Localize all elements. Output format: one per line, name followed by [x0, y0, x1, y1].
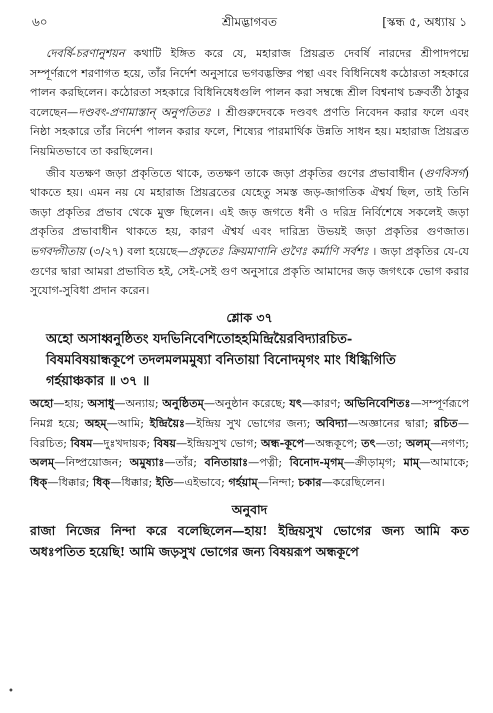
synonym-word: যৎ	[289, 396, 302, 411]
synonym-meaning: দুঃখদায়ক	[103, 436, 147, 450]
synonym-meaning: নগণ্য	[441, 436, 466, 450]
translation-heading: অনুবাদ	[231, 502, 268, 518]
synonym-word: ধিক্	[30, 474, 48, 489]
italic-quote: দণ্ডবৎ-প্রণামাস্তান্ অনুপতিতঃ	[78, 105, 211, 119]
synonym-meaning: পত্নী	[259, 456, 279, 470]
synonym-word: ইন্দ্রিয়ৈঃ	[149, 415, 186, 430]
synonym-word: বিষম	[70, 435, 93, 450]
purport-paragraph-2	[30, 164, 469, 301]
synonym-meaning: ক্রীড়ামৃগ	[354, 456, 393, 470]
synonym-word: অহো	[30, 396, 54, 411]
synonym-meaning: ধিক্কার	[121, 475, 149, 489]
synonym-meaning: তাঁর	[175, 456, 194, 470]
margin-dot: •	[8, 686, 14, 697]
synonym-meaning: ইন্দ্রিয়সুখ ভোগ	[187, 436, 254, 450]
synonym-meaning: নিষ্প্রয়োজন	[65, 456, 119, 470]
paragraph-text: (৩/২৭) বলা হয়েছে—	[85, 244, 189, 258]
synonym-word: অনুষ্ঠিতম্	[162, 396, 204, 411]
synonym-word: অলম্	[30, 455, 55, 470]
synonym-word: অহম্	[84, 415, 107, 430]
synonym-meaning: এইভাবে	[184, 475, 222, 489]
italic-term: গুণবিসর্গ	[423, 166, 465, 180]
synonym-word: অসাধু	[87, 396, 115, 411]
synonym-word: ধিক্	[92, 474, 111, 489]
paragraph-text: ) থাকতে হয়। এমন নয় যে মহারাজ প্রিয়ব্রতের যেহেতু সমস্ত জড়-জাগতিক ঐশ্বর্য ছিল, তাই তিনি জড়া প্রকৃতির প্রভাব থেকে মুক্ত ছিলেন। এই জড় জগতে ধনী ও দরিদ্র নির্বিশেষে সকলেই জড়া প্রকৃতির প্রভাবাধীন থাকতে হয়, কারণ ঐশ্বর্য এবং দারিদ্র্য উভয়ই জড়া প্রকৃতির গুণজাত।	[30, 166, 469, 239]
purport-paragraph-1	[30, 44, 469, 162]
verse-text	[30, 329, 469, 392]
synonym-word: রচিত	[434, 415, 458, 430]
italic-quote: প্রকৃতেঃ ক্রিয়মাণানি গুণৈঃ কর্মাণি সর্বশঃ	[188, 244, 369, 258]
italic-book-name: ভগবদ্গীতায়	[30, 244, 86, 258]
synonym-word: বিনোদ-মৃগম্	[289, 455, 344, 470]
synonym-word: অবিদ্যা	[316, 415, 348, 430]
synonym-meaning: সম্পূর্ণরূপে নিমগ্ন হয়ে	[30, 397, 470, 430]
synonym-word: বিষয়	[153, 435, 176, 450]
verse-line: গর্হয়াঞ্চকার ॥ ৩৭ ॥	[46, 374, 150, 390]
translation-text: রাজা নিজের নিন্দা করে বলেছিলেন—হায়! ইন্দ্রিয়সুখ ভোগের জন্য আমি কত অধঃপতিত হয়েছি! আমি জড়সুখ ভোগের জন্য বিষয়রূপ অন্ধকূপে	[30, 522, 469, 559]
synonym-meaning: কারণ	[313, 397, 338, 411]
page-header	[32, 14, 467, 34]
synonym-word: অমুষ্যাঃ	[129, 455, 165, 470]
synonym-word: মাম্	[403, 455, 420, 470]
paragraph-text: জীব যতক্ষণ জড়া প্রকৃতিতে থাকে, ততক্ষণ তাকে জড়া প্রকৃতির গুণের প্রভাবাধীন (	[46, 166, 424, 180]
synonym-word: অভিনিবেশিতঃ	[344, 396, 411, 411]
synonym-meaning: নিন্দা	[268, 475, 292, 489]
page-body	[30, 44, 469, 562]
synonym-word: ইতি	[155, 474, 174, 489]
synonym-word: অন্ধ-কূপে	[261, 435, 305, 450]
section-marker: [স্কন্ধ ৫, অধ্যায় ১	[382, 15, 467, 29]
synonym-meaning: করেছিলেন	[332, 475, 381, 489]
synonym-meaning: তা	[386, 436, 399, 450]
synonym-meaning: বিরচিত	[30, 436, 64, 450]
verse-line: বিষমবিষয়ান্ধকূপে তদলমলমমুষ্যা বনিতায়া বিনোদমৃগং মাং ধিগ্ধিগিতি	[46, 353, 396, 369]
synonym-meaning: ধিক্কার	[58, 475, 86, 489]
synonym-word: গর্হয়াম্	[228, 474, 258, 489]
synonym-meaning: অনুষ্ঠান করেছে	[215, 397, 282, 411]
synonym-word: তৎ	[361, 435, 376, 450]
paragraph-text: কথাটি ইঙ্গিত করে যে, মহারাজ প্রিয়ব্রত দেবর্ষি নারদের শ্রীপাদপদ্মে সম্পূর্ণরূপে শরণাগত হয়ে, তাঁর নির্দেশ অনুসারে ভগবদ্ভক্তির পন্থা এবং বিধিনিষেধ কঠোরতা সহকারে পালন করছিলেন। কঠোরতা সহকারে বিধিনিষেধগুলি পালন করা সম্বন্ধে শ্রীল বিশ্বনাথ চক্রবর্তী ঠাকুর বলেছেন—	[30, 47, 469, 119]
synonym-meaning: অন্ধকূপে	[315, 436, 354, 450]
synonym-meaning: অজ্ঞানের দ্বারা	[358, 416, 425, 430]
synonym-word: চকার	[298, 474, 322, 489]
book-title: শ্রীমদ্ভাগবত	[221, 15, 277, 29]
paragraph-text: । শ্রীগুরুদেবকে দণ্ডবৎ প্রণতি নিবেদন করার ফলে এবং নিষ্ঠা সহকারে তাঁর নির্দেশ পালন করার ফলে, শিষ্যের পারমার্থিক উন্নতি সাধন হয়। মহারাজ প্রিয়ব্রত নিয়মিতভাবে তা করছিলেন।	[30, 105, 469, 158]
synonym-word: অলম্	[405, 435, 431, 450]
verse-line: অহো অসাধ্বনুষ্ঠিতং যদভিনিবেশিতোহহমিন্দ্রিয়ৈরবিদ্যারচিত-	[46, 332, 353, 348]
synonym-meaning: আমাকে	[430, 456, 466, 470]
verse-heading: শ্লোক ৩৭	[226, 309, 273, 325]
page-number: ৬০	[32, 15, 48, 29]
synonym-meaning: অন্যায়	[125, 397, 155, 411]
synonym-meaning: হায়	[64, 397, 81, 411]
synonym-meaning: আমি	[117, 416, 141, 430]
paragraph-text: । জড়া প্রকৃতির যে-যে গুণের দ্বারা আমরা প্রভাবিত হই, সেই-সেই গুণ অনুসারে প্রকৃতি আমাদের জড় জগৎকে ভোগ করার সুযোগ-সুবিধা প্রদান করেন।	[30, 244, 470, 298]
synonym-meaning: ইন্দ্রিয় সুখ ভোগের জন্য	[196, 416, 307, 430]
italic-term: দেবর্ষি-চরণানুশয়ন	[46, 47, 125, 60]
word-synonyms: অহো—হায়; অসাধু—অন্যায়; অনুষ্ঠিতম্—অনুষ্ঠান করেছে; যৎ—কারণ; অভিনিবেশিতঃ—সম্পূর্ণরূপে নিমগ্ন হয়ে; অহম্—আমি; ইন্দ্রিয়ৈঃ—ইন্দ্রিয় সুখ ভোগের জন্য; অবিদ্যা—অজ্ঞানের দ্বারা; রচিত—বিরচিত; বিষম—দুঃখদায়ক; বিষয়—ইন্দ্রিয়সুখ ভোগ; অন্ধ-কূপে—অন্ধকূপে; তৎ—তা; অলম্—নগণ্য; অলম্—নিষ্প্রয়োজন; অমুষ্যাঃ—তাঁর; বনিতায়াঃ—পত্নী; বিনোদ-মৃগম্—ক্রীড়ামৃগ; মাম্—আমাকে; ধিক্—ধিক্কার; ধিক্—ধিক্কার; ইতি—এইভাবে; গর্হয়াম্—নিন্দা; চকার—করেছিলেন।	[30, 396, 470, 489]
synonym-word: বনিতায়াঃ	[204, 455, 249, 470]
